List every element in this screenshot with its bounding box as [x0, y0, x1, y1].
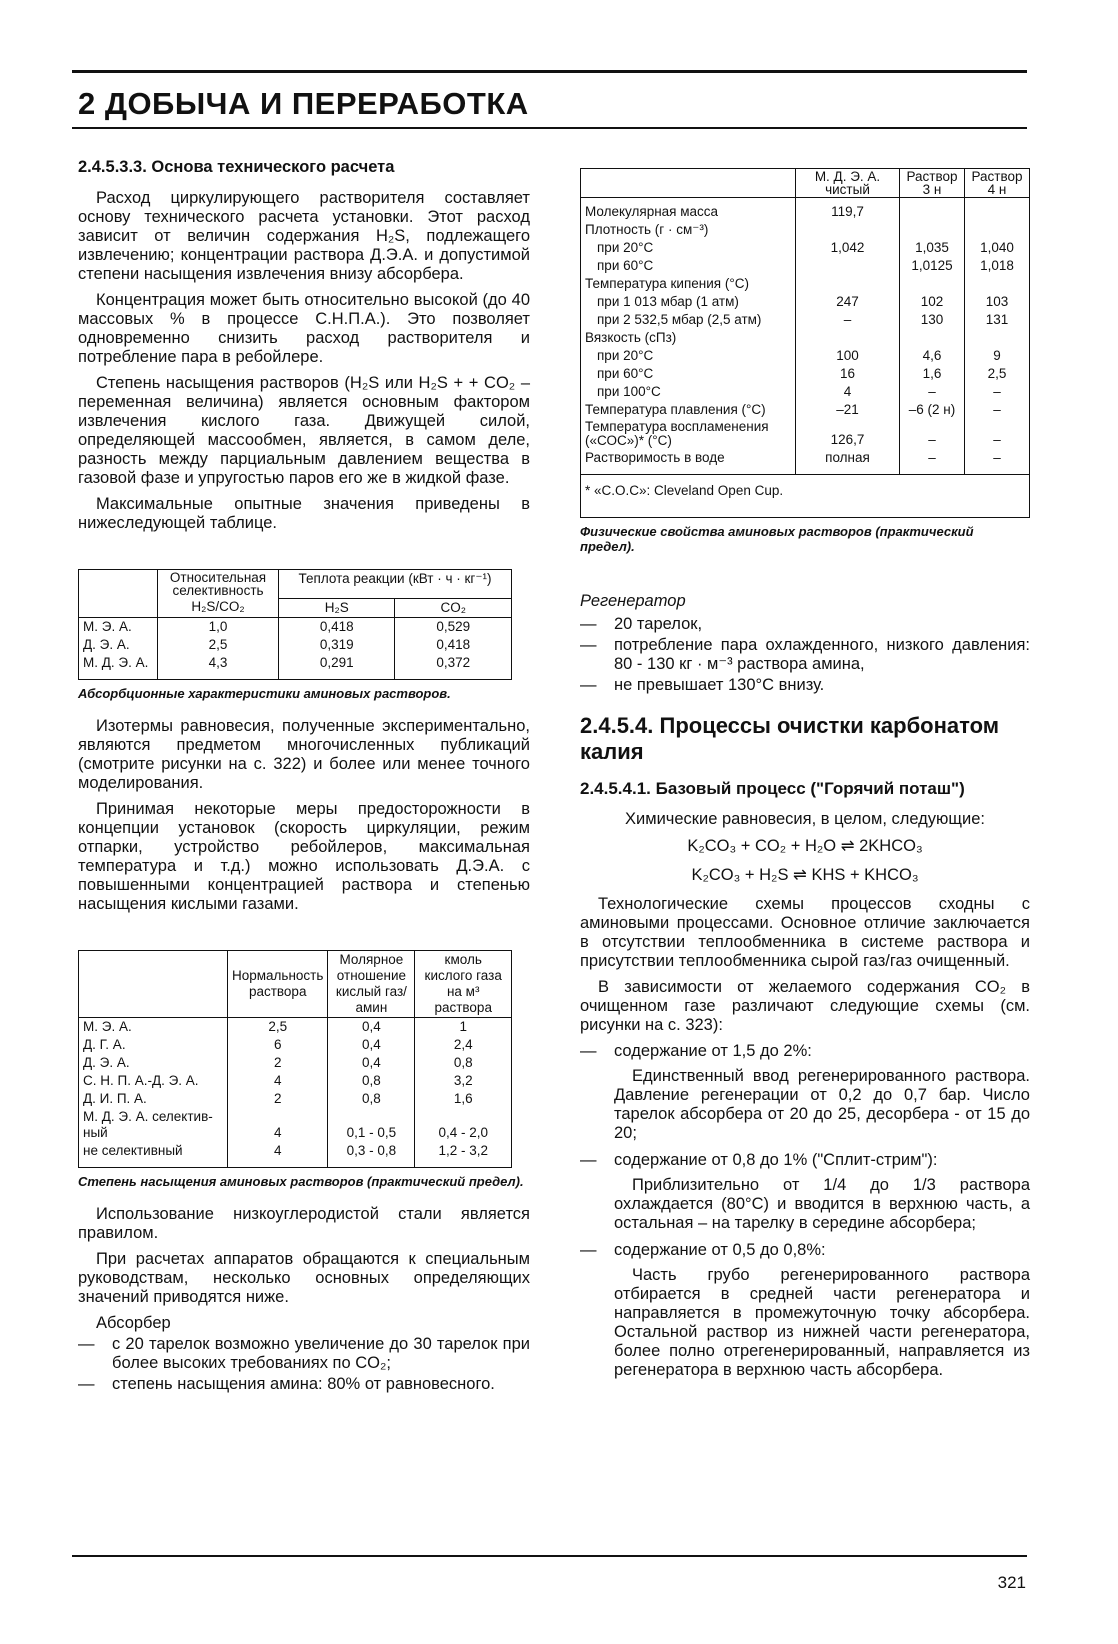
section-heading-2454: 2.4.5.4. Процессы очистки карбонатом калия — [580, 713, 1000, 764]
list-item: — потребление пара охлажденного, низкого давления: 80 - 130 кг · м⁻³ раствора амина, — [580, 636, 1030, 674]
equation-2: K₂CO₃ + H₂S ⇌ KHS + KHCO₃ — [691, 866, 919, 884]
table-row: при 60°С 16 1,6 2,5 — [581, 365, 1030, 383]
table-row: Вязкость (сПз) — [581, 329, 1030, 347]
paragraph: Максимальные опытные значения приведены в нижеследующей таблице. — [78, 495, 530, 532]
list-item: — с 20 тарелок возможно увеличение до 30 тарелок при более высоких требованиях по CO₂; — [78, 1335, 530, 1373]
absorption-table — [78, 569, 512, 680]
col-header-selectivity-sub: H₂S/CO₂ — [158, 598, 279, 617]
table-footnote: * «C.O.C»: Cleveland Open Cup. — [581, 475, 1030, 518]
table-row: М. Д. Э. А. селектив-ный 4 0,1 - 0,5 0,4 - 2,0 — [79, 1108, 512, 1142]
right-column — [580, 168, 1030, 1388]
paragraph: Концентрация может быть относительно высокой (до 40 массовых % в процессе С.Н.П.А.). Это позволяет одновременно снизить расход растворителя и потребление пара в ребойлере. — [78, 291, 530, 366]
table-corner — [79, 570, 158, 618]
case-1-text: Единственный ввод регенерированного раствора. Давление регенерации от 0,2 до 0,7 бар. Число тарелок абсорбера от 20 до 25, десорбера - от 15 до 20; — [614, 1067, 1030, 1142]
list-item: — степень насыщения амина: 80% от равновесного. — [78, 1375, 530, 1394]
table-row: Температура воспламенения («СОС»)* (°С) 126,7 – – — [581, 419, 1030, 449]
paragraph: Изотермы равновесия, полученные экспериментально, являются предметом многочисленных публикаций (смотрите рисунки на с. 322) и более или менее точного моделирования. — [78, 716, 530, 792]
paragraph: В зависимости от желаемого содержания CO₂ в очищенном газе различают следующие схемы (см. рисунки на с. 323): — [580, 978, 1030, 1034]
table-corner — [79, 950, 228, 1017]
table-row: Растворимость в воде полная – – — [581, 449, 1030, 475]
col-header-molar: Молярное отношение кислый газ/амин — [328, 950, 415, 1017]
table-row: Д. И. П. А. 2 0,8 1,6 — [79, 1090, 512, 1108]
table-row: Плотность (г · см⁻³) — [581, 221, 1030, 239]
table-row: при 20°С 100 4,6 9 — [581, 347, 1030, 365]
section-heading-2453-3: 2.4.5.3.3. Основа технического расчета — [78, 158, 395, 176]
table-row: М. Э. А. 1,0 0,418 0,529 — [79, 617, 512, 636]
absorber-label: Абсорбер — [96, 1313, 171, 1332]
table-row: при 1 013 мбар (1 атм) 247 102 103 — [581, 293, 1030, 311]
list-item: — не превышает 130°С внизу. — [580, 676, 1030, 695]
col-header-mdea: М. Д. Э. А. чистый — [796, 169, 900, 198]
physical-properties-table — [580, 168, 1030, 518]
paragraph: Степень насыщения растворов (H₂S или H₂S + + CO₂ – переменная величина) является основным фактором извлечения кислого газа. Движущей силой, определяющей массообмен, является, в самом деле, разность между парциальным давлением вещества в газовой фазе и упругостью паров его же в жидкой фазе. — [78, 374, 530, 487]
table-row: Температура плавления (°С) –21 –6 (2 н) – — [581, 401, 1030, 419]
saturation-table — [78, 950, 512, 1168]
table-row: Д. Э. А. 2 0,4 0,8 — [79, 1054, 512, 1072]
col-header-kmol: кмоль кислого газа на м³ раствора — [415, 950, 512, 1017]
left-column — [78, 158, 530, 1400]
col-header-3n: Раствор 3 н — [900, 169, 965, 198]
case-3-text: Часть грубо регенерированного раствора отбирается в средней части регенератора и направляется в промежуточную точку абсорбера. Остальной раствор из нижней части регенератора, более полно отрегенерированный, направляется из регенератора в верхнюю часть абсорбера. — [614, 1266, 1030, 1379]
table-row: М. Э. А. 2,5 0,4 1 — [79, 1017, 512, 1036]
table-row: М. Д. Э. А. 4,3 0,291 0,372 — [79, 654, 512, 680]
case-list-2 — [580, 1151, 1030, 1170]
footer-rule — [72, 1555, 1027, 1557]
regenerator-title: Регенератор — [580, 592, 686, 610]
table-row: Температура кипения (°С) — [581, 275, 1030, 293]
table-row: Молекулярная масса 119,7 — [581, 198, 1030, 222]
table-caption: Физические свойства аминовых растворов (практический предел). — [580, 524, 974, 554]
table-caption: Степень насыщения аминовых растворов (практический предел). — [78, 1173, 524, 1189]
table-corner — [581, 169, 796, 198]
table-caption: Абсорбционные характеристики аминовых растворов. — [78, 685, 451, 701]
equation-1: K₂CO₃ + CO₂ + H₂O ⇌ 2KHCO₃ — [687, 837, 923, 855]
col-header-normality: Нормальность раствора — [228, 950, 328, 1017]
page-number: 321 — [997, 1573, 1026, 1592]
table-row: при 100°С 4 – – — [581, 383, 1030, 401]
paragraph: Использование низкоуглеродистой стали является правилом. — [78, 1204, 530, 1242]
paragraph: Химические равновесия, в целом, следующие: — [625, 810, 985, 828]
chapter-title: 2 ДОБЫЧА И ПЕРЕРАБОТКА — [78, 86, 529, 121]
list-item: — 20 тарелок, — [580, 615, 1030, 634]
case-list-1 — [580, 1042, 1030, 1061]
table-row: при 20°С 1,042 1,035 1,040 — [581, 239, 1030, 257]
table-row: Д. Э. А. 2,5 0,319 0,418 — [79, 636, 512, 654]
col-header-h2s: H₂S — [279, 598, 395, 617]
header-rule — [72, 127, 1027, 129]
col-header-selectivity: Относительная селективность — [158, 570, 279, 599]
list-item: — содержание от 0,8 до 1% ("Сплит-стрим"): — [580, 1151, 1030, 1170]
top-rule — [72, 70, 1027, 73]
case-list-3 — [580, 1241, 1030, 1260]
regenerator-list — [580, 615, 1030, 695]
table-row: не селективный 4 0,3 - 0,8 1,2 - 3,2 — [79, 1142, 512, 1168]
table-row: при 2 532,5 мбар (2,5 атм) – 130 131 — [581, 311, 1030, 329]
table-row: Д. Г. А. 6 0,4 2,4 — [79, 1036, 512, 1054]
list-item: — содержание от 1,5 до 2%: — [580, 1042, 1030, 1061]
paragraph: При расчетах аппаратов обращаются к специальным руководствам, несколько основных определяющих значений приводятся ниже. — [78, 1249, 530, 1306]
table-row: при 60°С 1,0125 1,018 — [581, 257, 1030, 275]
paragraph: Расход циркулирующего растворителя составляет основу технического расчета установки. Этот расход зависит от величин содержания H₂S, подлежащего извлечению; концентрации раствора Д.Э.А. и допустимой степени насыщения извлечения внизу абсорбера. — [78, 189, 530, 283]
table-row: С. Н. П. А.-Д. Э. А. 4 0,8 3,2 — [79, 1072, 512, 1090]
paragraph: Технологические схемы процессов сходны с аминовыми процессами. Основное отличие заключается в отсутствии теплообменника в системе раствора и присутствии теплообменника сырой газ/газ очищенный. — [580, 895, 1030, 970]
col-header-co2: CO₂ — [395, 598, 512, 617]
section-heading-2454-1: 2.4.5.4.1. Базовый процесс ("Горячий поташ") — [580, 779, 965, 798]
col-header-heat: Теплота реакции (кВт · ч · кг⁻¹) — [279, 570, 512, 599]
absorber-list — [78, 1335, 530, 1394]
list-item: — содержание от 0,5 до 0,8%: — [580, 1241, 1030, 1260]
col-header-4n: Раствор 4 н — [965, 169, 1030, 198]
paragraph: Принимая некоторые меры предосторожности в концепции установок (скорость циркуляции, режим отпарки, устройство ребойлеров, максимальная температура и т.д.) можно использовать Д.Э.А. с повышенными концентрацией раствора и степенью насыщения кислыми газами. — [78, 799, 530, 913]
case-2-text: Приблизительно от 1/4 до 1/3 раствора охлаждается (80°С) и вводится в верхнюю часть, а остальная – на тарелку в середине абсорбера; — [614, 1176, 1030, 1232]
